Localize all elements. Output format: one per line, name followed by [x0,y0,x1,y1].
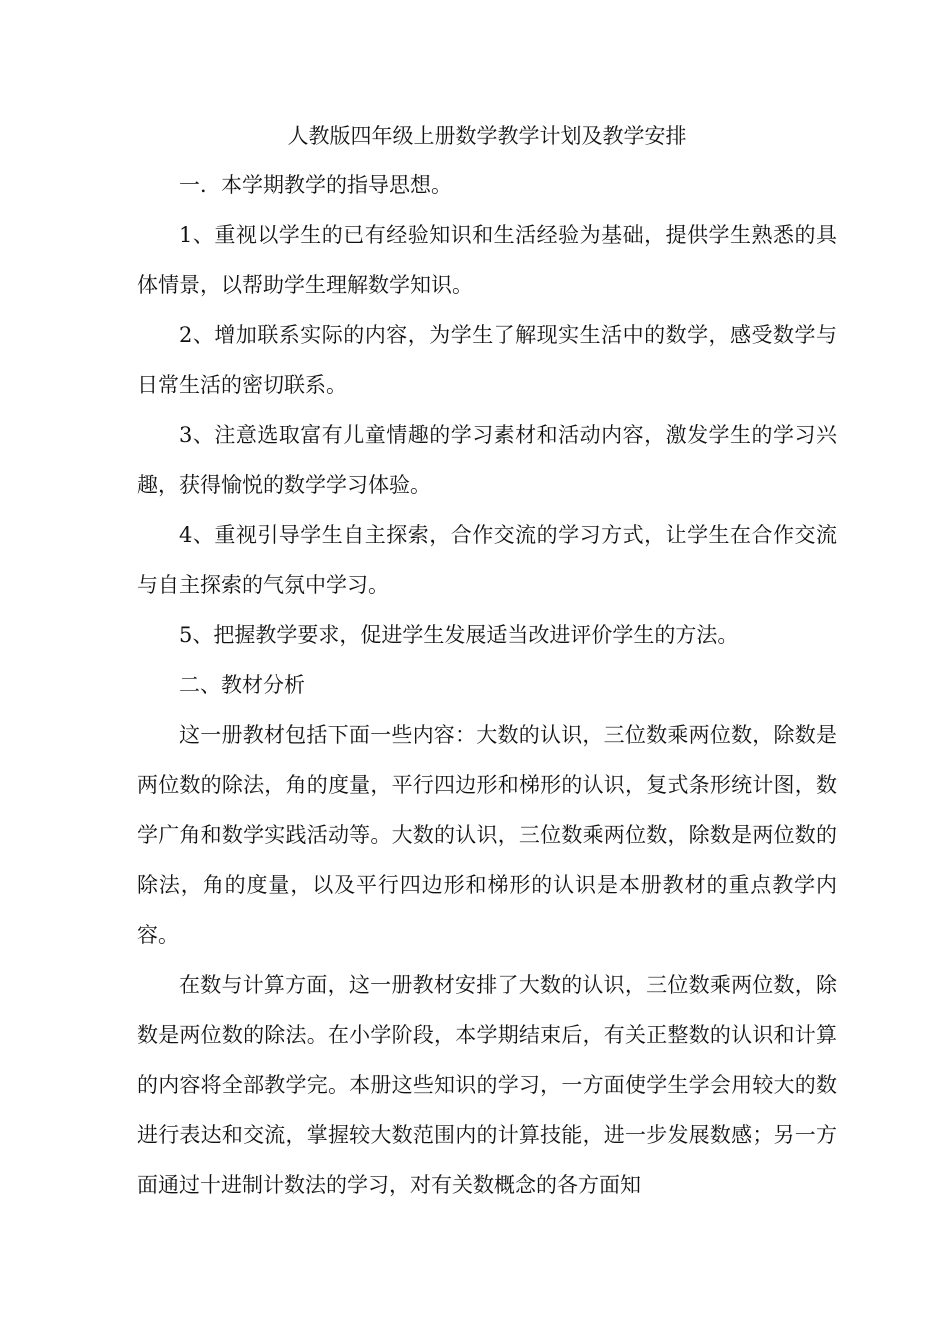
paragraph-point-2: 2、增加联系实际的内容，为学生了解现实生活中的数学，感受数学与日常生活的密切联系。 [137,323,837,397]
section-heading-guiding-ideas: 一．本学期教学的指导思想。 [179,173,452,197]
section-heading-textbook-analysis: 二、教材分析 [179,673,305,697]
document-title: 人教版四年级上册数学教学计划及教学安排 [287,124,687,148]
paragraph-number-and-calculation: 在数与计算方面，这一册教材安排了大数的认识，三位数乘两位数，除数是两位数的除法。在小学阶段，本学期结束后，有关正整数的认识和计算的内容将全部教学完。本册这些知识的学习，一方面使学生学会用较大的数进行表达和交流，掌握较大数范围内的计算技能，进一步发展数感；另一方面通过十进制计数法的学习，对有关数概念的各方面知 [137,973,837,1197]
document-body [137,112,837,1210]
paragraph-point-1: 1、重视以学生的已有经验知识和生活经验为基础，提供学生熟悉的具体情景，以帮助学生理解数学知识。 [137,223,837,297]
paragraph-textbook-contents: 这一册教材包括下面一些内容：大数的认识，三位数乘两位数，除数是两位数的除法，角的度量，平行四边形和梯形的认识，复式条形统计图，数学广角和数学实践活动等。大数的认识，三位数乘两位数，除数是两位数的除法，角的度量，以及平行四边形和梯形的认识是本册教材的重点教学内容。 [137,723,837,947]
paragraph-point-3: 3、注意选取富有儿童情趣的学习素材和活动内容，激发学生的学习兴趣，获得愉悦的数学学习体验。 [137,423,837,497]
paragraph-point-5: 5、把握教学要求，促进学生发展适当改进评价学生的方法。 [179,623,739,647]
paragraph-point-4: 4、重视引导学生自主探索，合作交流的学习方式，让学生在合作交流与自主探索的气氛中学习。 [137,523,837,597]
